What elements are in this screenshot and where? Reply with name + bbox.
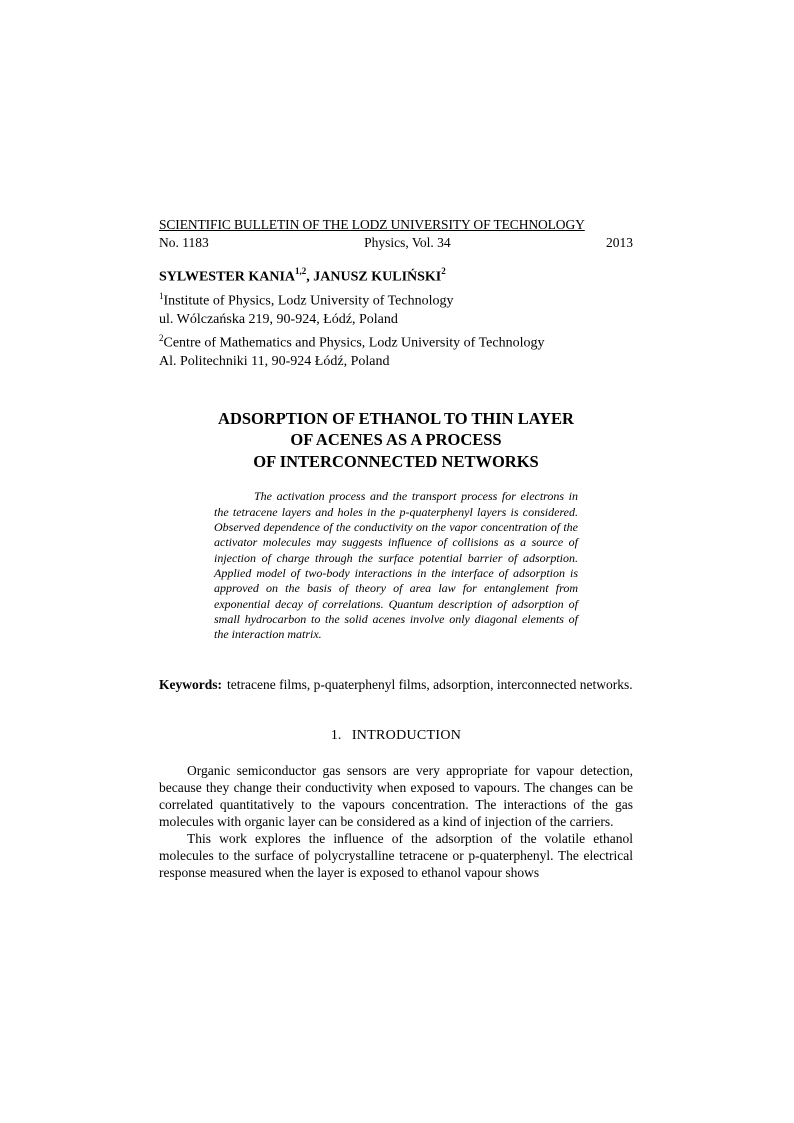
keywords-label: Keywords: <box>159 677 222 693</box>
title-line: OF INTERCONNECTED NETWORKS <box>253 451 539 471</box>
author-affiliation-mark: 2 <box>441 266 446 276</box>
paragraph: This work explores the influence of the adsorption of the volatile ethanol molecules to the surface of polycrystalline tetracene or p-quaterphenyl. The electrical response measured when the layer is exposed to ethanol vapour shows <box>159 831 633 881</box>
author-list <box>159 263 633 287</box>
issue-volume: Physics, Vol. 34 <box>364 235 451 250</box>
section-heading <box>159 727 633 745</box>
affiliation <box>159 329 633 372</box>
journal-name: SCIENTIFIC BULLETIN OF THE LODZ UNIVERSITY OF TECHNOLOGY <box>159 217 585 232</box>
author-affiliation-mark: 1,2 <box>295 266 307 276</box>
title-line: ADSORPTION OF ETHANOL TO THIN LAYER <box>218 408 574 428</box>
author-name: SYLWESTER KANIA <box>159 269 296 285</box>
affiliation <box>159 287 633 330</box>
section-number: 1. <box>330 728 342 744</box>
keywords <box>159 676 633 693</box>
issue-year: 2013 <box>606 235 633 250</box>
abstract: The activation process and the transport process for electrons in the tetracene layers and holes in the p-quaterphenyl layers is considered. Observed dependence of the conductivity on the vapor concentration of the activator molecules may suggests influence of collisions as a source of injection of charge through the surface potential barrier of adsorption. Applied model of two-body interactions in the interface of adsorption is approved on the basis of theory of area law for entanglement from exponential decay of correlations. Quantum description of adsorption of small hydrocarbon to the solid acenes involve only diagonal elements of the interaction matrix. <box>214 489 578 642</box>
paper-page <box>159 216 633 881</box>
body-text <box>159 762 633 881</box>
affiliation-address: Al. Politechniki 11, 90-924 Łódź, Poland <box>159 354 390 370</box>
title-line: OF ACENES AS A PROCESS <box>290 430 502 450</box>
author-name: JANUSZ KULIŃSKI <box>313 269 442 285</box>
issue-number: No. 1183 <box>159 235 209 250</box>
author-separator: , <box>306 269 314 285</box>
affiliation-mark: 1 <box>159 290 164 301</box>
affiliation-address: ul. Wólczańska 219, 90-924, Łódź, Poland <box>159 311 398 327</box>
paper-title <box>159 408 633 473</box>
affiliation-institution: Centre of Mathematics and Physics, Lodz University of Technology <box>163 335 545 351</box>
affiliation-institution: Institute of Physics, Lodz University of Technology <box>163 293 454 309</box>
paragraph: Organic semiconductor gas sensors are very appropriate for vapour detection, because they change their conductivity when exposed to vapours. The changes can be correlated quantitatively to the vapours concentration. The interactions of the gas molecules with organic layer can be considered as a kind of injection of the carriers. <box>159 763 633 830</box>
affiliation-mark: 2 <box>159 333 164 344</box>
section-title: INTRODUCTION <box>351 728 462 744</box>
issue-info <box>159 234 633 251</box>
keywords-text: tetracene films, p-quaterphenyl films, adsorption, interconnected networks. <box>227 677 633 693</box>
